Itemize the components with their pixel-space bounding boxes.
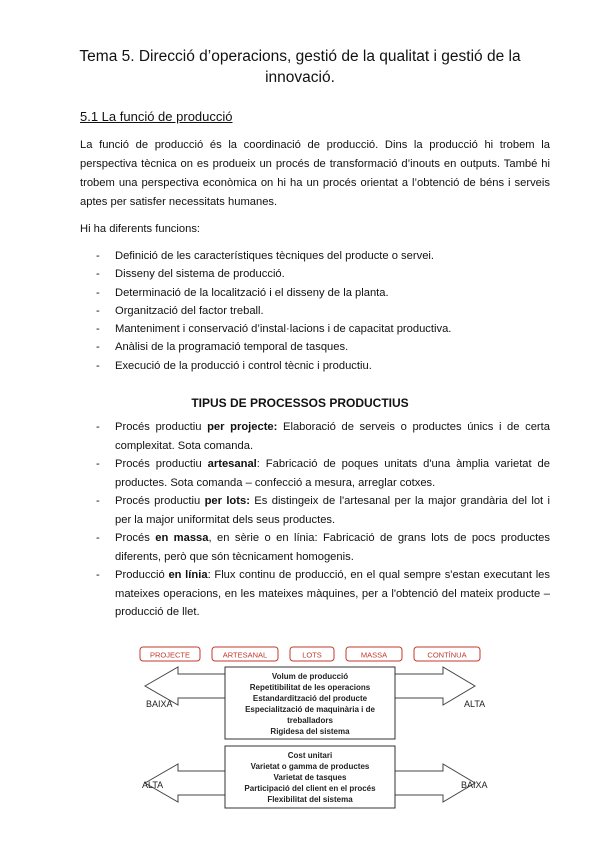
bullet-dash: - (96, 359, 100, 372)
section-heading: 5.1 La funció de producció (80, 109, 233, 124)
category-label: ARTESANAL (222, 650, 268, 660)
function-item (80, 247, 550, 265)
function-item (80, 320, 550, 338)
type-text-pre: Procés productiu (115, 421, 208, 433)
type-name: en línia (168, 569, 208, 581)
category-label: PROJECTE (149, 650, 191, 660)
types-heading: TIPUS DE PROCESSOS PRODUCTIUS (191, 396, 409, 410)
title-line-2: innovació. (265, 69, 335, 86)
category-label: LOTS (302, 650, 322, 660)
diagram-line: Estandardització del producte (252, 694, 368, 703)
bottom-left-label: ALTA (142, 780, 164, 790)
function-text: Disseny del sistema de producció. (115, 268, 285, 281)
process-type-item (80, 566, 550, 622)
type-text-pre: Procés (115, 532, 156, 544)
process-type-item (80, 418, 550, 455)
intro-paragraph: La funció de producció és la coordinació de producció. Dins la producció hi trobem la perspectiva tècnica on es produeix un procés de transformació d’inouts en outputs. També hi trobem una perspectiva econòmica on hi ha un procés orientat a l’obtenció de béns i serveis aptes per satisfer necessitats humanes. (80, 139, 550, 208)
function-text: Definició de les característiques tècniques del producte o servei. (115, 250, 435, 262)
types-list (80, 418, 550, 622)
process-diagram (130, 636, 490, 816)
function-text: Determinació de la localització i el disseny de la planta. (115, 286, 389, 299)
diagram-line: Volum de producció (271, 672, 349, 681)
function-item (80, 357, 550, 375)
type-text-pre: Producció (115, 569, 169, 581)
top-right-label: ALTA (464, 699, 486, 709)
diagram-line: Flexibilitat del sistema (267, 795, 353, 804)
function-item (80, 284, 550, 302)
function-text: Manteniment i conservació d’instal·lacions i de capacitat productiva. (115, 323, 452, 336)
diagram-line: Participació del client en el procés (244, 784, 376, 793)
type-text-post: Es distingeix de l'artesanal per la major grandària del lot i per la major uniformitat dels seus productes. (115, 495, 551, 526)
diagram-line: Especialització de maquinària i de (245, 705, 375, 714)
process-type-item (80, 529, 550, 566)
function-text: Anàlisi de la programació temporal de tasques. (115, 341, 349, 354)
function-item (80, 338, 550, 356)
bullet-dash: - (96, 268, 100, 281)
top-left-label: BAIXA (146, 699, 173, 709)
functions-intro: Hi ha diferents funcions: (80, 223, 201, 235)
diagram-line: Varietat o gamma de productes (250, 762, 370, 771)
diagram-line: Cost unitari (287, 751, 333, 760)
type-text-post: Elaboració de serveis o productes únics i de certa complexitat. Sota comanda. (115, 421, 550, 452)
bullet-dash: - (96, 569, 100, 581)
category-label: MASSA (360, 650, 388, 660)
function-item (80, 302, 550, 320)
process-type-item (80, 455, 550, 492)
bullet-dash: - (96, 286, 100, 299)
category-label: CONTÍNUA (427, 650, 467, 660)
bullet-dash: - (96, 341, 100, 354)
type-text-pre: Procés productiu (115, 495, 205, 507)
function-text: Organització del factor treball. (115, 304, 264, 317)
type-name: artesanal (207, 458, 257, 470)
diagram-line: Repetitibilitat de les operacions (249, 683, 371, 692)
bullet-dash: - (96, 458, 100, 470)
bullet-dash: - (96, 250, 100, 262)
title-line-1: Tema 5. Direcció d’operacions, gestió de la qualitat i gestió de la (79, 48, 521, 65)
process-type-item (80, 492, 550, 529)
diagram-line: Varietat de tasques (273, 773, 347, 782)
type-text-post: : Fabricació de poques unitats d'una àmplia varietat de productes. Sota comanda – confecció a mesura, arreglar cotxes. (115, 458, 550, 489)
category-row (140, 647, 480, 661)
type-name: en massa (155, 532, 209, 544)
function-item (80, 265, 550, 283)
diagram-line: treballadors (287, 716, 333, 725)
bullet-dash: - (96, 532, 100, 544)
diagram-line: Rigidesa del sistema (270, 727, 350, 736)
bullet-dash: - (96, 421, 100, 433)
function-text: Execució de la producció i control tècnic i productiu. (115, 359, 372, 372)
type-name: per projecte: (207, 421, 278, 433)
type-text-post: , en sèrie o en línia: Fabricació de grans lots de pocs productes diferents, però que són tècnicament homogenis. (115, 532, 550, 563)
type-text-post: : Flux continu de producció, en el qual sempre s'estan executant les mateixes operacions, en les mateixes màquines, per a l'obtenció del mateix producte – producció de llet. (115, 569, 550, 618)
type-name: per lots: (204, 495, 250, 507)
bottom-right-label: BAIXA (461, 780, 488, 790)
document-title (60, 46, 540, 88)
bullet-dash: - (96, 323, 100, 336)
functions-list (80, 247, 550, 375)
bullet-dash: - (96, 304, 100, 317)
type-text-pre: Procés productiu (115, 458, 208, 470)
bullet-dash: - (96, 495, 100, 507)
